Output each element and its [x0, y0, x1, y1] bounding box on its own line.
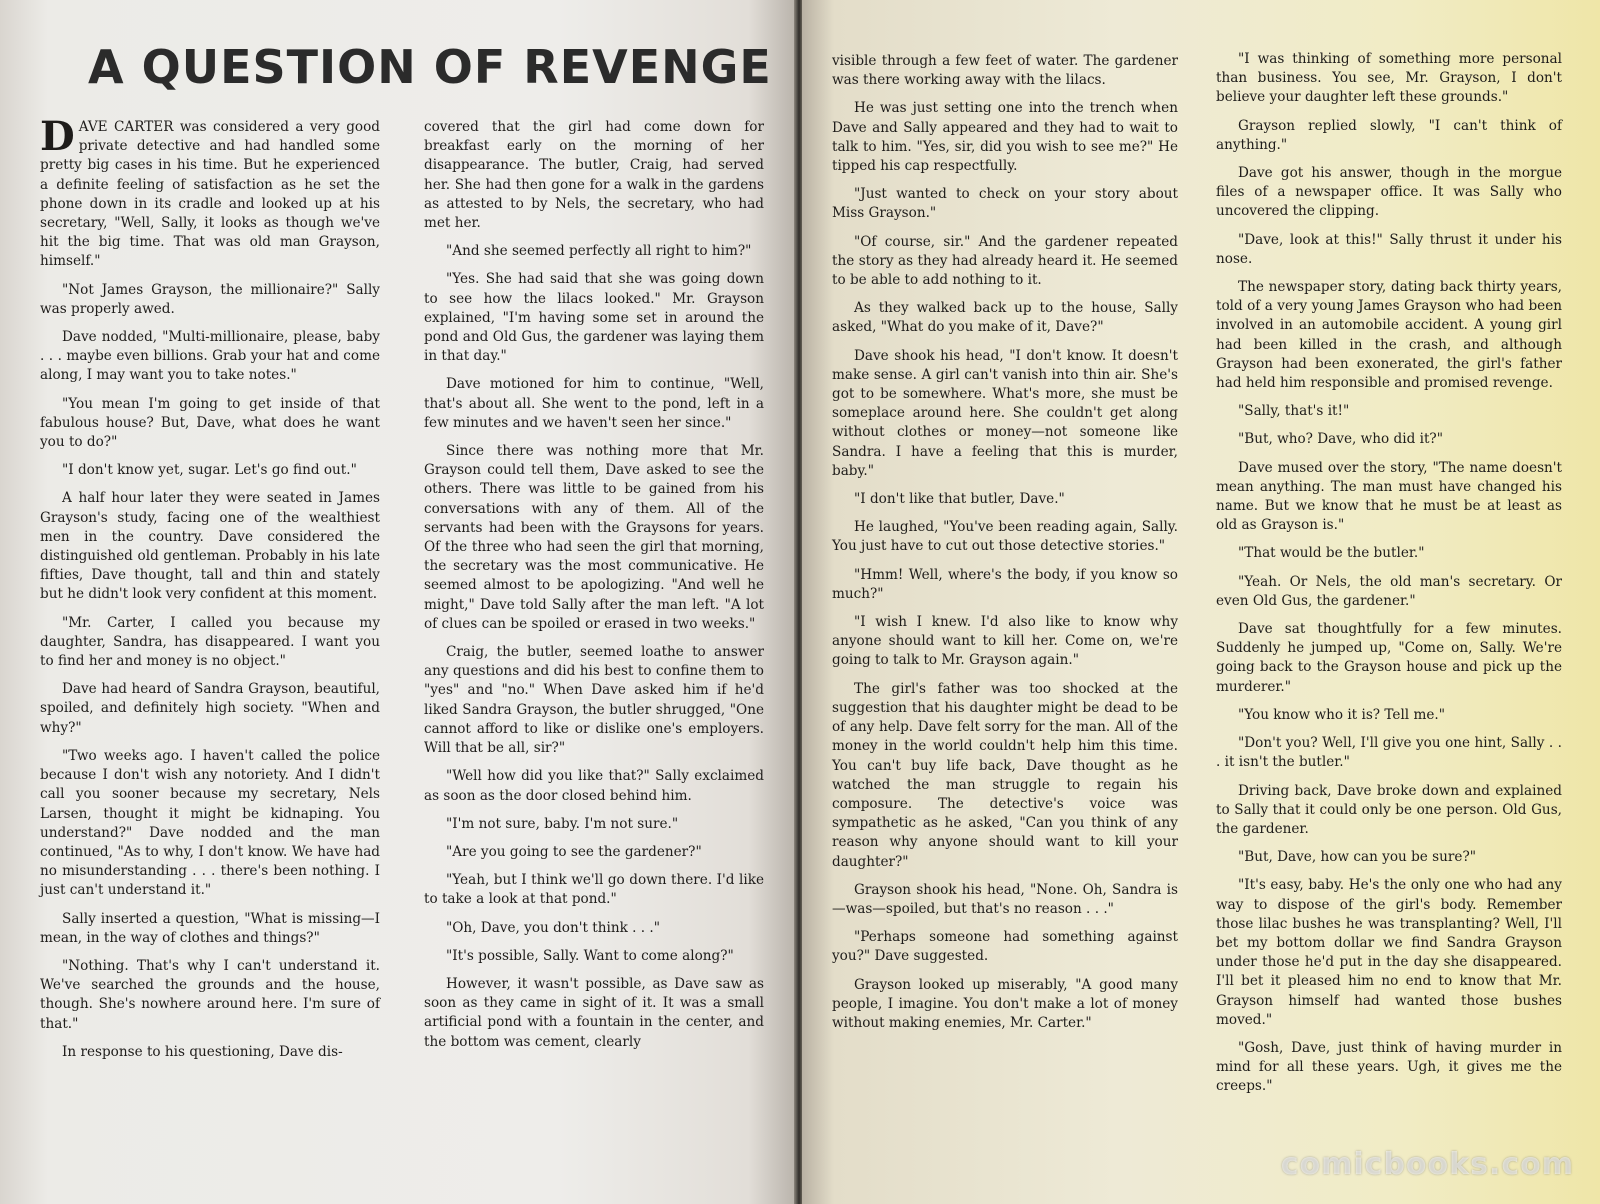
paragraph-2-6: "Well how did you like that?" Sally exclaimed as soon as the door closed behind him. [424, 768, 764, 804]
paragraph-4-6: "But, who? Dave, who did it?" [1238, 431, 1443, 448]
site-watermark: comicbooks.com [1280, 1147, 1574, 1182]
paragraph-4-10: Dave sat thoughtfully for a few minutes. Suddenly he jumped up, "Come on, Sally. We're going back to the Grayson house and pick up the murderer." [1216, 621, 1562, 695]
paragraph-2-8: "Are you going to see the gardener?" [446, 843, 702, 860]
paragraph-4-11: "You know who it is? Tell me." [1238, 706, 1445, 723]
paragraph-3-1: He was just setting one into the trench when Dave and Sally appeared and they had to wait to talk to him. "Yes, sir, did you wish to see me?" He tipped his cap respectfully. [832, 100, 1178, 175]
paragraph-1-1: "Not James Grayson, the millionaire?" Sally was properly awed. [40, 281, 380, 317]
column-4 [1216, 50, 1562, 1106]
paragraph-1-7: Dave had heard of Sandra Grayson, beautiful, spoiled, and definitely high society. "When and why?" [40, 681, 380, 736]
paragraph-3-3: "Of course, sir." And the gardener repeated the story as they had already heard it. He seemed to be able to add nothing to it. [832, 233, 1178, 289]
paragraph-2-4: Since there was nothing more that Mr. Grayson could tell them, Dave asked to see the others. There was little to be gained from his conversations with any of them. All of the servants had been with the Graysons for years. Of the three who had seen the girl that morning, the secretary was the most communicative. He seemed almost to be apologizing. "And well he might," Dave told Sally after the man left. "A lot of clues can be spoiled or erased in two weeks." [424, 443, 764, 632]
paragraph-4-13: Driving back, Dave broke down and explained to Sally that it could only be one person. Old Gus, the gardener. [1216, 782, 1562, 837]
paragraph-3-5: Dave shook his head, "I don't know. It doesn't make sense. A girl can't vanish into thin air. She's got to be somewhere. What's more, she must be someplace around here. She couldn't get along without clothes or money—not someone like Sandra. I have a feeling that this is murder, baby." [832, 347, 1178, 479]
paragraph-3-0: visible through a few feet of water. The gardener was there working away with the lilacs. [832, 53, 1178, 89]
column-3 [832, 52, 1178, 1042]
paragraph-4-4: The newspaper story, dating back thirty years, told of a very young James Grayson who had been involved in an automobile accident. A young girl had been killed in the crash, and although Grayson had been exonerated, the girl's father had held him responsible and promised revenge. [1216, 279, 1562, 392]
left-page [0, 0, 796, 1204]
column-1 [40, 113, 380, 1071]
paragraph-3-12: "Perhaps someone had something against you?" Dave suggested. [832, 929, 1178, 965]
paragraph-4-12: "Don't you? Well, I'll give you one hint, Sally . . . it isn't the butler." [1216, 735, 1562, 771]
paragraph-3-4: As they walked back up to the house, Sally asked, "What do you make of it, Dave?" [832, 300, 1178, 336]
column-2 [424, 118, 764, 1061]
paragraph-2-3: Dave motioned for him to continue, "Well, that's about all. She went to the pond, left in a few minutes and we haven't seen her since." [424, 376, 764, 431]
paragraph-4-0: "I was thinking of something more personal than business. You see, Mr. Grayson, I don't believe your daughter left these grounds." [1216, 51, 1562, 106]
paragraph-4-8: "That would be the butler." [1238, 545, 1425, 562]
paragraph-3-8: "Hmm! Well, where's the body, if you know so much?" [832, 566, 1178, 602]
paragraph-2-10: "Oh, Dave, you don't think . . ." [446, 919, 661, 936]
paragraph-2-11: "It's possible, Sally. Want to come along?" [446, 947, 734, 964]
drop-cap: D [40, 113, 75, 160]
paragraph-1-11: In response to his questioning, Dave dis- [62, 1043, 343, 1060]
paragraph-2-1: "And she seemed perfectly all right to him?" [446, 243, 752, 260]
paragraph-1-2: Dave nodded, "Multi-millionaire, please, baby . . . maybe even billions. Grab your hat and come along, I may want you to take notes." [40, 329, 380, 384]
paragraph-1-3: "You mean I'm going to get inside of that fabulous house? But, Dave, what does he want you to do?" [40, 395, 380, 451]
paragraph-2-9: "Yeah, but I think we'll go down there. I'd like to take a look at that pond." [424, 872, 764, 908]
paragraph-2-5: Craig, the butler, seemed loathe to answer any questions and did his best to confine them to "yes" and "no." When Dave asked him if he'd liked Sandra Grayson, the butler shrugged, "One cannot afford to like or dislike one's employers. Will that be all, sir?" [424, 644, 764, 757]
paragraph-4-7: Dave mused over the story, "The name doesn't mean anything. The man must have changed his name. But we know that he must be at least as old as Grayson is." [1216, 459, 1562, 534]
paragraph-1-6: "Mr. Carter, I called you because my daughter, Sandra, has disappeared. I want you to find her and money is no object." [40, 614, 380, 670]
paragraph-3-10: The girl's father was too shocked at the suggestion that his daughter might be dead to be of any help. Dave felt sorry for the man. All of the money in the world couldn't help him this time. You can't buy life back, Dave thought as he watched the man struggle to regain his composure. The detective's voice was sympathetic as he asked, "Can you think of any reason why anyone should want to kill your daughter?" [832, 680, 1178, 870]
paragraph-4-16: "Gosh, Dave, just think of having murder in mind for all these years. Ugh, it gives me the creeps." [1216, 1039, 1562, 1095]
paragraph-4-9: "Yeah. Or Nels, the old man's secretary. Or even Old Gus, the gardener." [1216, 573, 1562, 609]
paragraph-2-12: However, it wasn't possible, as Dave saw as soon as they came in sight of it. It was a small artificial pond with a fountain in the center, and the bottom was cement, clearly [424, 975, 764, 1050]
paragraph-2-7: "I'm not sure, baby. I'm not sure." [446, 815, 679, 832]
paragraph-1-5: A half hour later they were seated in James Grayson's study, facing one of the wealthiest men in the country. Dave considered the distinguished old gentleman. Probably in his late fifties, Dave thought, tall and thin and stately but he didn't look very confident at this moment. [40, 490, 380, 603]
paragraph-3-13: Grayson looked up miserably, "A good many people, I imagine. You don't make a lot of money without making enemies, Mr. Carter." [832, 976, 1178, 1031]
paragraph-text: AVE CARTER was considered a very good private detective and had handled some pretty big cases in his time. But he experienced a definite feeling of satisfaction as he set the phone down in its cradle and looked up at his secretary, "Well, Sally, it looks as though we've hit the big time. That was old man Grayson, himself." [40, 119, 380, 270]
paragraph-3-6: "I don't like that butler, Dave." [854, 491, 1065, 508]
paragraph-3-2: "Just wanted to check on your story about Miss Grayson." [832, 186, 1178, 222]
paragraph-4-2: Dave got his answer, though in the morgue files of a newspaper office. It was Sally who uncovered the clipping. [1216, 165, 1562, 220]
paragraph-1-8: "Two weeks ago. I haven't called the police because I don't wish any notoriety. And I didn't call you sooner because my secretary, Nels Larsen, thought it might be kidnaping. You understand?" Dave nodded and the man continued, "As to why, I don't know. We have had no misunderstanding . . . there's been nothing. I just can't understand it." [40, 747, 380, 899]
paragraph-3-7: He laughed, "You've been reading again, Sally. You just have to cut out those detective stories." [832, 519, 1178, 555]
paragraph-2-0: covered that the girl had come down for breakfast early on the morning of her disappearance. The butler, Craig, had served her. She had then gone for a walk in the gardens as attested to by Nels, the secretary, who had met her. [424, 119, 764, 232]
paragraph-4-14: "But, Dave, how can you be sure?" [1238, 849, 1476, 866]
paragraph-3-11: Grayson shook his head, "None. Oh, Sandra is—was—spoiled, but that's no reason . . ." [832, 881, 1178, 917]
paragraph-1-0 [40, 113, 380, 272]
paragraph-3-9: "I wish I knew. I'd also like to know why anyone should want to kill her. Come on, we're going to talk to Mr. Grayson again." [832, 614, 1178, 669]
paragraph-1-10: "Nothing. That's why I can't understand it. We've searched the grounds and the house, though. She's nowhere around here. I'm sure of that." [40, 957, 380, 1032]
paragraph-4-5: "Sally, that's it!" [1238, 403, 1350, 420]
paragraph-4-1: Grayson replied slowly, "I can't think of anything." [1216, 117, 1562, 153]
paragraph-1-9: Sally inserted a question, "What is missing—I mean, in the way of clothes and things?" [40, 910, 380, 946]
paragraph-4-15: "It's easy, baby. He's the only one who had any way to dispose of the girl's body. Remember those lilac bushes he was transplanting? Well, I'll bet my bottom dollar we find Sandra Grayson under those he'd put in the day she disappeared. I'll bet it pleased him no end to know that Mr. Grayson himself had wanted those bushes moved." [1216, 877, 1562, 1028]
story-title: A QUESTION OF REVENGE [88, 40, 772, 94]
paragraph-2-2: "Yes. She had said that she was going down to see how the lilacs looked." Mr. Grayson explained, "I'm having some set in around the pond and Old Gus, the gardener was laying them in that day." [424, 271, 764, 365]
paragraph-1-4: "I don't know yet, sugar. Let's go find out." [62, 462, 357, 479]
paragraph-4-3: "Dave, look at this!" Sally thrust it under his nose. [1216, 231, 1562, 267]
